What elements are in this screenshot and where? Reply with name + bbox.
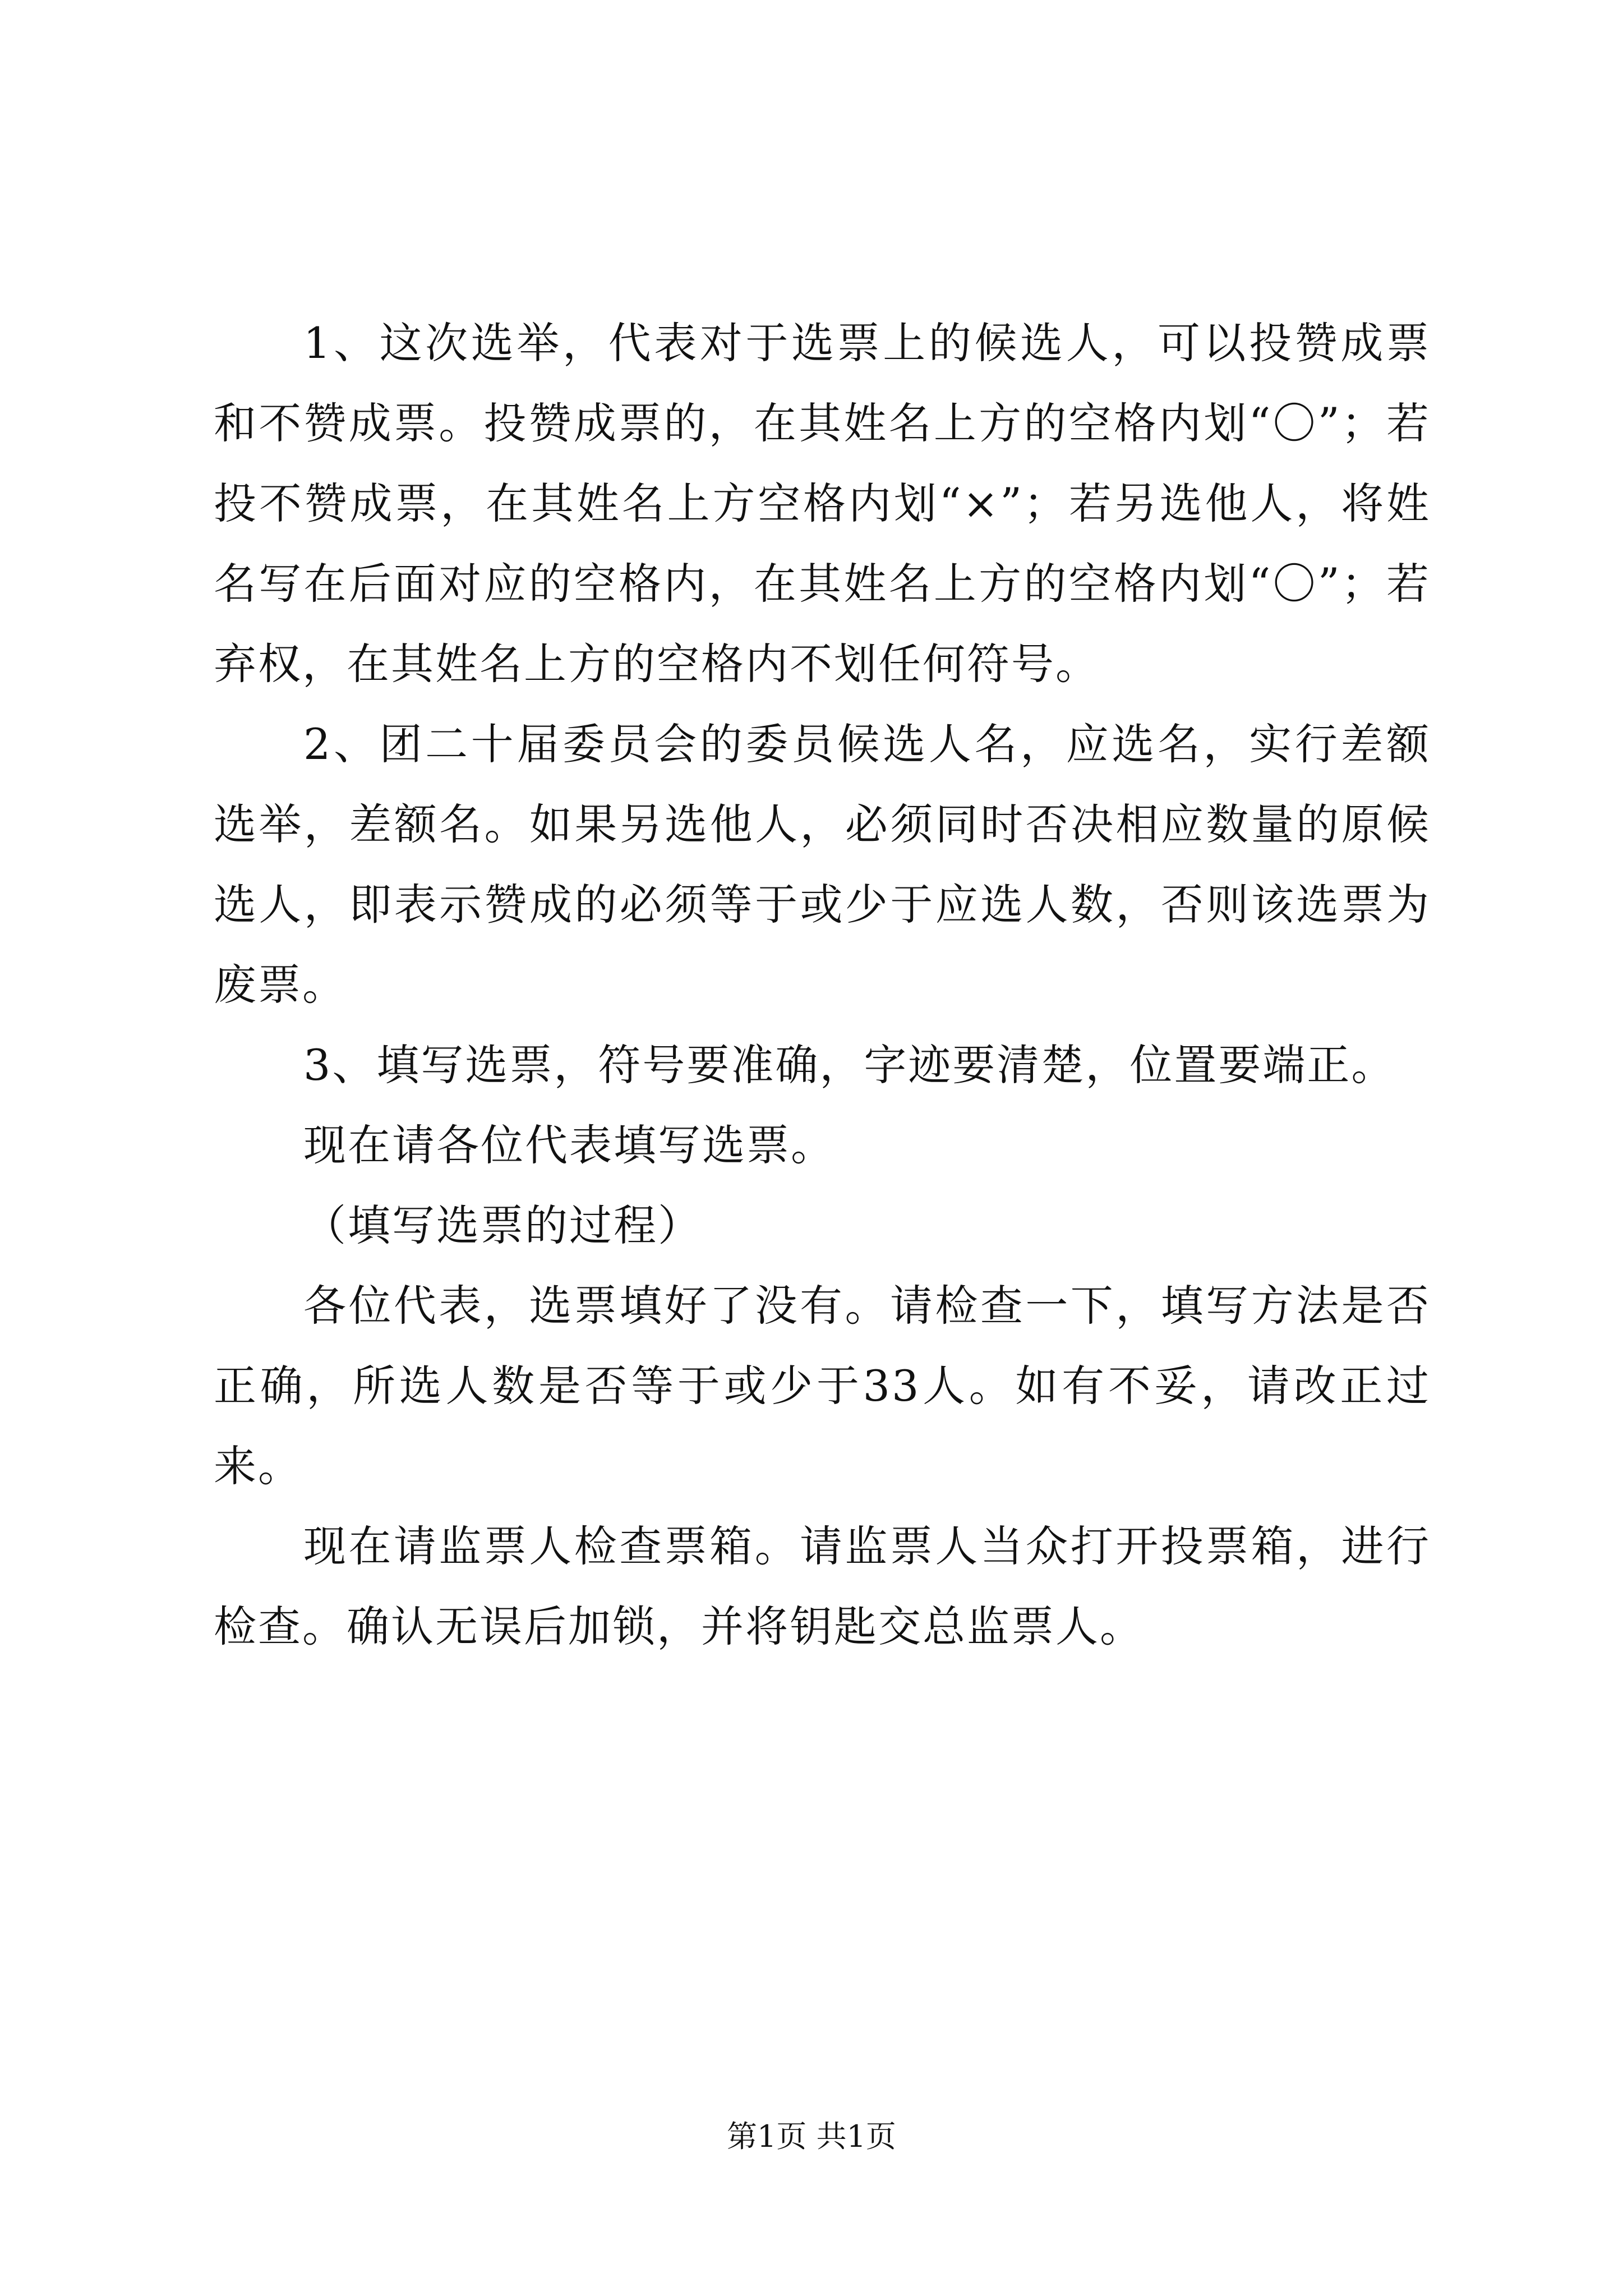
paragraph-filling-requirements: 3、填写选票，符号要准确，字迹要清楚，位置要端正。 bbox=[303, 1040, 1396, 1090]
page-footer: 第1页 共1页 bbox=[727, 2119, 896, 2154]
paragraph-ballot-box-check: 现在请监票人检查票箱。请监票人当众打开投票箱，进行检查。确认无误后加锁，并将钥匙交总监票人。 bbox=[214, 1521, 1431, 1651]
document-body bbox=[214, 303, 1431, 1667]
paragraph-candidate-rules: 2、团二十届委员会的委员候选人名，应选名，实行差额选举，差额名。如果另选他人，必须同时否决相应数量的原候选人，即表示赞成的必须等于或少于应选人数，否则该选票为废票。 bbox=[214, 719, 1431, 1010]
paragraph-check-ballot: 各位代表，选票填好了没有。请检查一下，填写方法是否正确，所选人数是否等于或少于33人。如有不妥，请改正过来。 bbox=[214, 1281, 1431, 1491]
paragraph-filling-process-note: （填写选票的过程） bbox=[303, 1200, 702, 1250]
paragraph-voting-instructions: 1、这次选举，代表对于选票上的候选人，可以投赞成票和不赞成票。投赞成票的，在其姓名上方的空格内划“〇”；若投不赞成票，在其姓名上方空格内划“×”；若另选他人，将姓名写在后面对应的空格内，在其姓名上方的空格内划“〇”；若弃权，在其姓名上方的空格内不划任何符号。 bbox=[214, 318, 1431, 689]
paragraph-fill-ballot-call: 现在请各位代表填写选票。 bbox=[303, 1120, 835, 1170]
